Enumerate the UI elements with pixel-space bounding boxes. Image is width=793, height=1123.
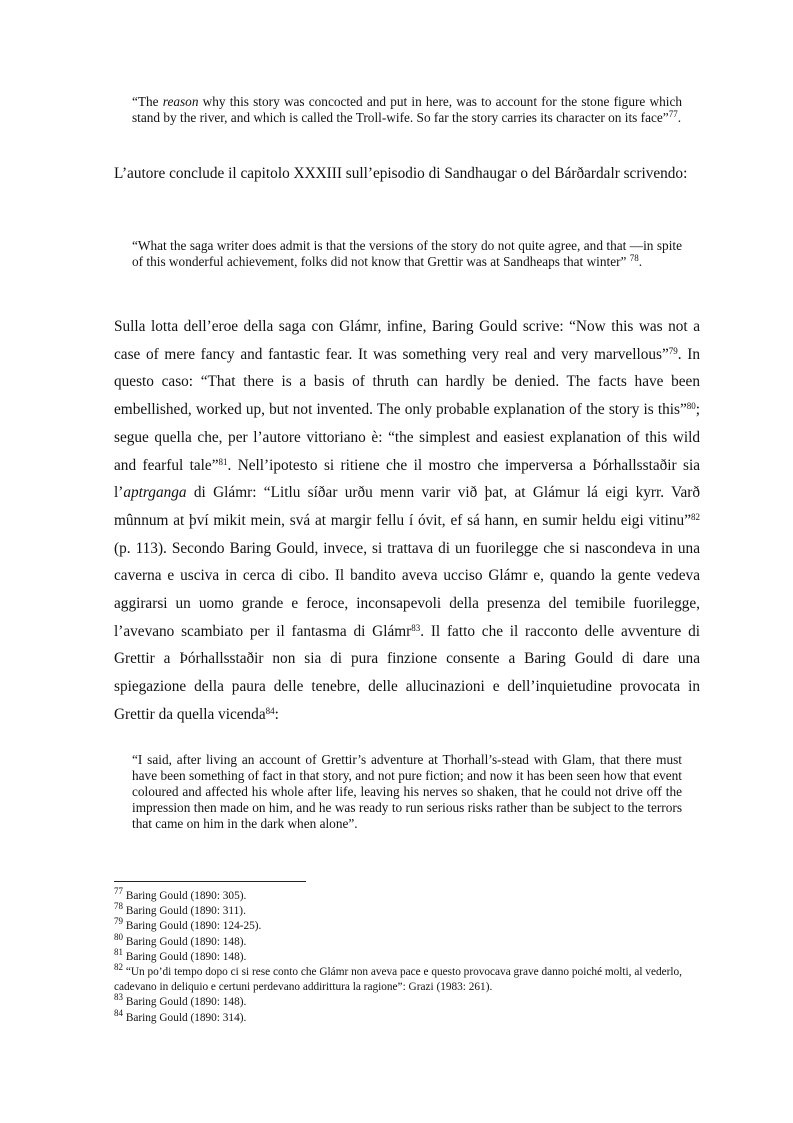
footnote-text: “Un po’di tempo dopo ci si rese conto che Glámr non aveva pace e questo provocava grave danno poiché molti, al vederlo, cadevano in deliquio e certuni perdevano addirittura la ragione”: Grazi (1983: 261). [114,966,683,994]
quote-text: “The [132,94,163,109]
body-text: Sulla lotta dell’eroe della saga con Glámr, infine, Baring Gould scrive: “Now this was not a case of mere fancy and fantastic fear. It was something very real and very marvellous” [114,318,700,363]
footnote-number: 80 [114,931,123,942]
block-quote-saga-writer [132,238,682,270]
quote-text: “What the saga writer does admit is that the versions of the story do not quite agree, and that —in spite of this wonderful achievement, folks did not know that Grettir was at Sandheaps that winter” [132,238,682,269]
footnote-ref-84[interactable]: 84 [265,705,275,716]
footnote-78 [114,901,702,919]
footnote-number: 78 [114,901,123,912]
footnote-text: Baring Gould (1890: 124-25). [123,920,262,933]
footnote-81 [114,946,702,965]
footnote-number: 83 [114,992,123,1003]
footnote-83 [114,992,702,1010]
body-text: . Il fatto che il racconto delle avventure di Grettir a Þórhallsstaðir non sia di pura finzione consente a Baring Gould di dare una spiegazione della paura delle tenebre, delle allucinazioni e dell’inquietudine provocata in Grettir da quella vicenda [114,622,700,723]
footnote-number: 82 [114,962,123,973]
footnote-text: Baring Gould (1890: 148). [123,935,247,948]
footnote-79 [114,916,702,934]
paragraph-glamr-discussion [114,313,700,729]
footnote-80 [114,931,702,950]
footnote-77 [114,886,702,904]
footnote-text: Baring Gould (1890: 311). [123,905,246,918]
body-text: . Nell’ipotesto si ritiene che il mostro che imperversa a Þórhallsstaðir sia l’ [114,456,700,502]
footnote-84 [114,1007,702,1026]
quote-text: . [677,110,682,125]
footnote-text: Baring Gould (1890: 148). [123,950,247,963]
body-text: ; segue quella che, per l’autore vittoriano è: “the simplest and easiest explanation of this wild and fearful tale” [114,401,700,474]
footnote-text: Baring Gould (1890: 314). [123,1011,247,1024]
quote-text: why this story was concocted and put in here, was to account for the stone figure which stand by the river, and which is called the Troll-wife. So far the story carries its character on its face” [132,94,682,125]
quote-text: . [638,254,643,269]
footnote-ref-83[interactable]: 83 [411,622,421,633]
footnote-text: Baring Gould (1890: 305). [123,890,247,902]
body-text: (p. 113). Secondo Baring Gould, invece, si trattava di un fuorilegge che si nascondeva in una caverna e usciva in cerca di cibo. Il bandito aveva ucciso Glámr e, quando la gente vedeva aggirarsi un uomo grande e feroce, inconsapevoli della presenza del temibile fuorilegge, l’avevano scambiato per il fantasma di Glámr [114,539,700,640]
footnote-number: 84 [114,1007,123,1018]
footnote-ref-77[interactable]: 77 [668,109,678,119]
footnote-ref-79[interactable]: 79 [668,345,678,356]
footnote-ref-80[interactable]: 80 [686,401,696,412]
body-text: di Glámr: “Litlu síðar urðu menn varir við þat, at Glámur lá eigi kyrr. Varð mûnnum at því mikit mein, svá at margir fellu í óvit, ef sá hann, en sumir heldu eigi vitinu” [114,484,700,529]
footnote-separator [114,881,306,882]
footnote-number: 81 [114,946,123,957]
footnotes-list [114,886,702,1026]
footnote-number: 79 [114,916,123,927]
footnote-ref-82[interactable]: 82 [691,511,700,522]
footnote-ref-81[interactable]: 81 [218,456,228,467]
body-text: : [274,705,279,723]
emphasis-text: aptrganga [123,484,187,502]
body-text: . In questo caso: “That there is a basis of thruth can hardly be denied. The facts have been embellished, worked up, but not invented. The only probable explanation of the story is this” [114,345,700,419]
footnote-number: 77 [114,886,123,896]
block-quote-grettir-adventure: “I said, after living an account of Grettir’s adventure at Thorhall’s-stead with Glam, that there must have been something of fact in that story, and not pure fiction; and now it has been seen how that event coloured and affected his whole after life, leaving his nerves so shaken, that he could not drive off the impression then made on him, and he was ready to run serious risks rather than be subject to the terrors that came on him in the dark when alone”. [132,752,682,831]
footnote-ref-78[interactable]: 78 [629,253,639,263]
emphasis-text: reason [162,94,199,109]
footnote-text: Baring Gould (1890: 148). [123,996,247,1009]
paragraph-chapter-conclusion: L’autore conclude il capitolo XXXIII sull’episodio di Sandhaugar o del Bárðardalr scrivendo: [114,165,688,182]
footnote-82 [114,962,702,995]
block-quote-reason [132,94,682,126]
